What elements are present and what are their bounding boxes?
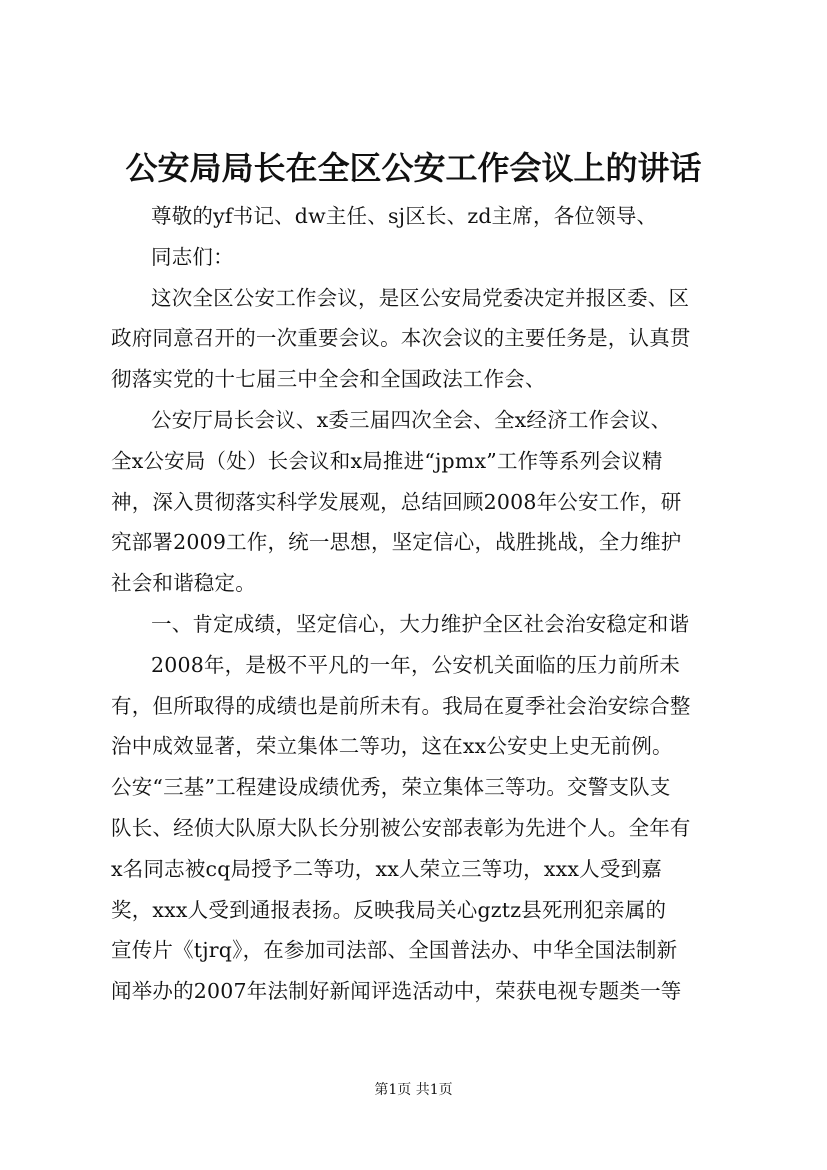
text-line: 有，但所取得的成绩也是前所未有。我局在夏季社会治安综合整 bbox=[111, 693, 691, 718]
text-line: 神，深入贯彻落实科学发展观，总结回顾2008年公安工作，研 bbox=[111, 489, 682, 514]
page-footer: 第1页 共1页 bbox=[374, 1082, 453, 1098]
document-body bbox=[111, 196, 731, 1012]
text-line: 宣传片《tjrq》，在参加司法部、全国普法办、中华全国法制新 bbox=[111, 938, 678, 963]
text-line: 同志们： bbox=[151, 244, 234, 269]
text-line: 治中成效显著，荣立集体二等功，这在xx公安史上史无前例。 bbox=[111, 734, 673, 759]
text-line: 全x公安局（处）长会议和x局推进“jpmx”工作等系列会议精 bbox=[111, 448, 663, 473]
text-line: 2008年，是极不平凡的一年，公安机关面临的压力前所未 bbox=[151, 652, 681, 677]
text-line: 奖，xxx人受到通报表扬。反映我局关心gztz县死刑犯亲属的 bbox=[111, 897, 667, 922]
text-line: 一、肯定成绩，坚定信心，大力维护全区社会治安稳定和谐 bbox=[151, 611, 690, 636]
text-line: 政府同意召开的一次重要会议。本次会议的主要任务是，认真贯 bbox=[111, 326, 691, 351]
text-line: 究部署2009工作，统一思想，坚定信心，战胜挑战，全力维护 bbox=[111, 530, 682, 555]
text-line: 这次全区公安工作会议，是区公安局党委决定并报区委、区 bbox=[151, 285, 690, 310]
text-line: 尊敬的yf书记、dw主任、sj区长、zd主席，各位领导、 bbox=[151, 204, 658, 228]
text-line: 公安“三基”工程建设成绩优秀，荣立集体三等功。交警支队支 bbox=[111, 775, 671, 800]
text-line: x名同志被cq局授予二等功，xx人荣立三等功，xxx人受到嘉 bbox=[111, 856, 662, 881]
text-line: 彻落实党的十七届三中全会和全国政法工作会、 bbox=[111, 367, 546, 392]
text-line: 社会和谐稳定。 bbox=[111, 571, 256, 596]
text-line: 队长、经侦大队原大队长分别被公安部表彰为先进个人。全年有 bbox=[111, 815, 691, 840]
text-line: 公安厅局长会议、x委三届四次全会、全x经济工作会议、 bbox=[151, 407, 672, 432]
text-line: 闻举办的2007年法制好新闻评选活动中，荣获电视专题类一等 bbox=[111, 979, 682, 1004]
document-title: 公安局局长在全区公安工作会议上的讲话 bbox=[125, 149, 702, 187]
